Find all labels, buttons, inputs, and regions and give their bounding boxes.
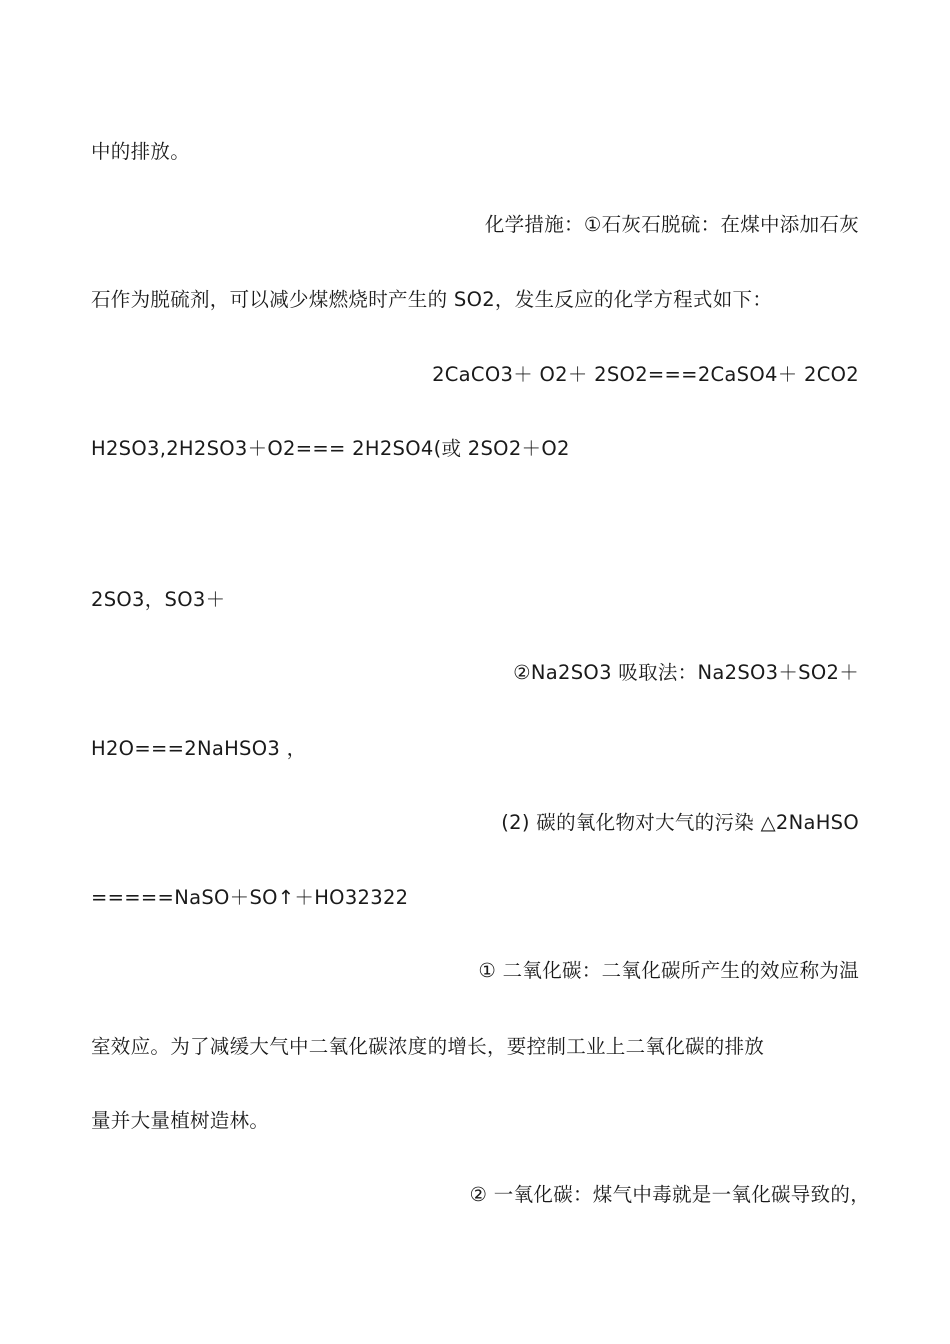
equation-line-3: 2SO3，SO3＋: [91, 588, 226, 611]
section-heading: (2) 碳的氧化物对大气的污染 △2NaHSO: [501, 811, 859, 834]
text-line-3: 石作为脱硫剂，可以减少煤燃烧时产生的 SO2，发生反应的化学方程式如下：: [91, 288, 773, 311]
text-line-6: 室效应。为了减缓大气中二氧化碳浓度的增长，要控制工业上二氧化碳的排放: [91, 1035, 765, 1058]
equation-line-1: 2CaCO3＋ O2＋ 2SO2===2CaSO4＋ 2CO2: [432, 363, 859, 386]
text-line-5: ① 二氧化碳：二氧化碳所产生的效应称为温: [478, 959, 859, 982]
text-line-7: 量并大量植树造林。: [91, 1109, 270, 1132]
text-line-2: 化学措施：①石灰石脱硫：在煤中添加石灰: [484, 213, 859, 236]
equation-line-5: =====NaSO＋SO↑＋HO32322: [91, 886, 409, 909]
equation-line-2: H2SO3,2H2SO3＋O2=== 2H2SO4(或 2SO2＋O2: [91, 437, 570, 460]
text-line-1: 中的排放。: [91, 140, 191, 163]
text-line-4: ②Na2SO3 吸取法：Na2SO3＋SO2＋: [513, 661, 859, 684]
text-line-8: ② 一氧化碳：煤气中毒就是一氧化碳导致的，: [469, 1183, 870, 1206]
equation-line-4: H2O===2NaHSO3 ，: [91, 737, 307, 760]
